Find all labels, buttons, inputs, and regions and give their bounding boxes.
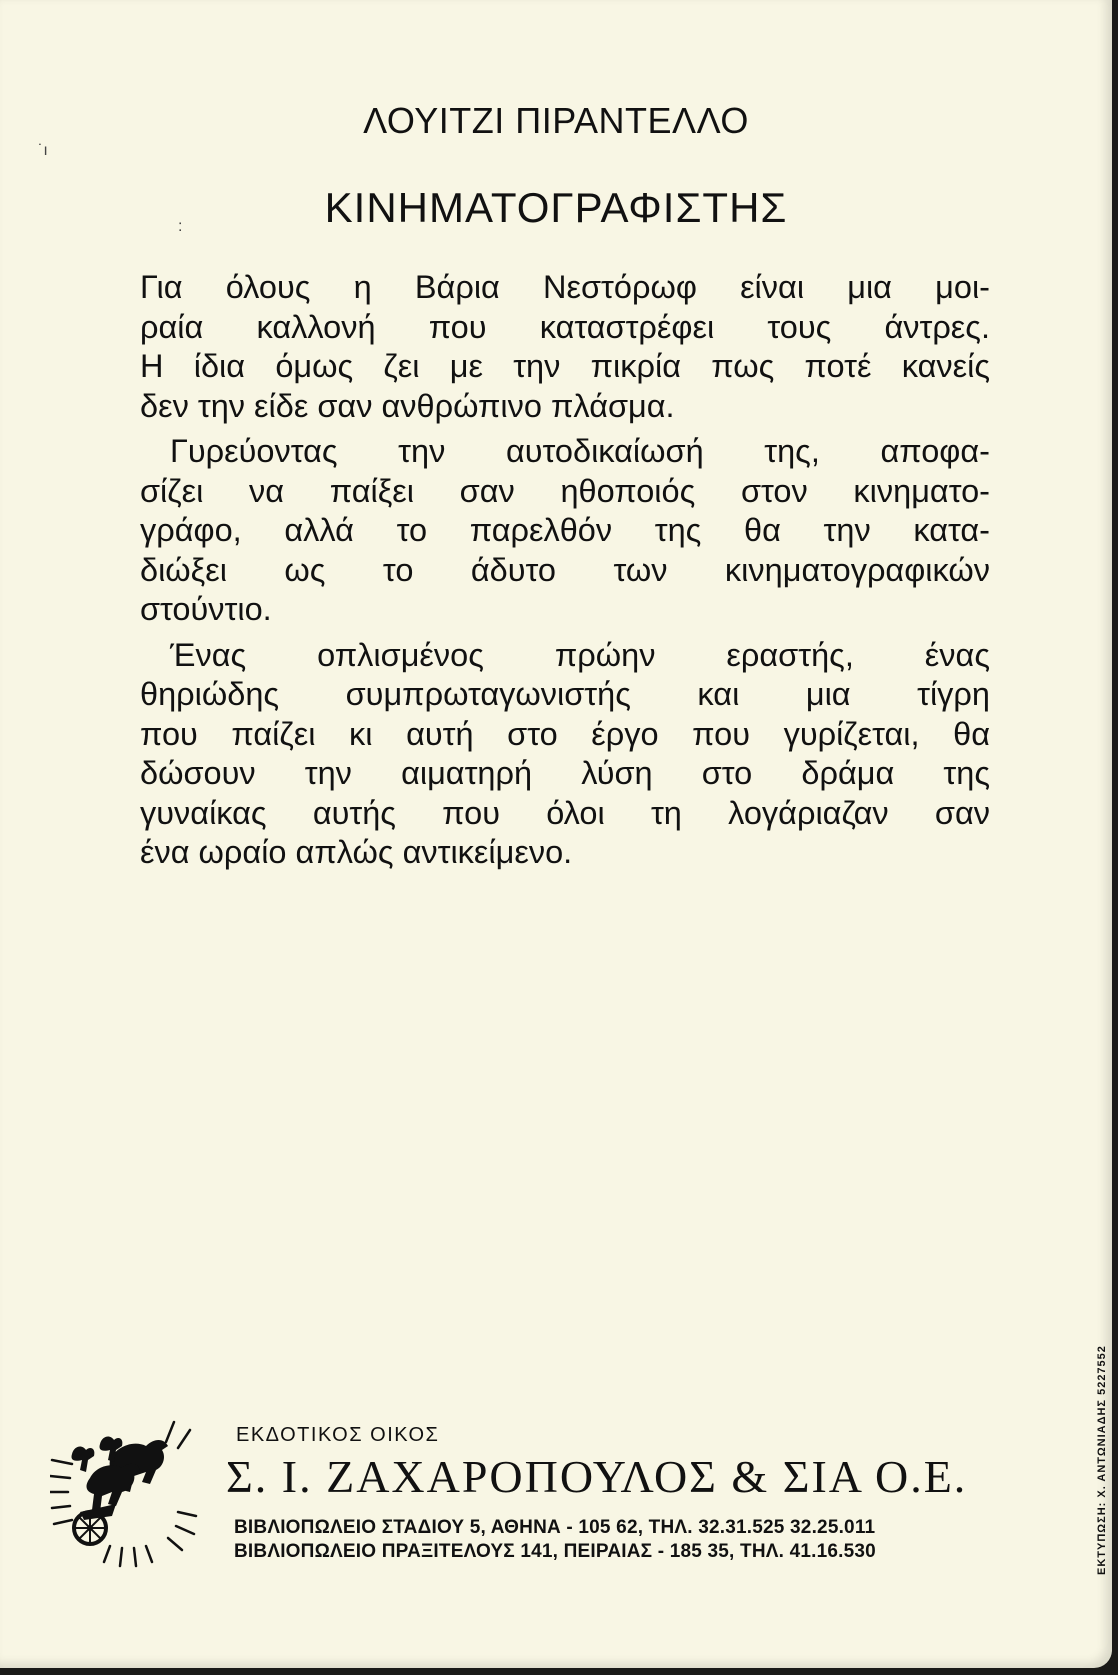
blurb-line: σίζει να παίξει σαν ηθοποιός στον κινηματο- [140,472,990,509]
author-name: ΛΟΥΙΤΖΙ ΠΙΡΑΝΤΕΛΛΟ [363,100,749,141]
blurb-line: ένα ωραίο απλώς αντικείμενο. [140,834,573,870]
publisher-label: ΕΚΔΟΤΙΚΟΣ ΟΙΚΟΣ [236,1424,440,1446]
blurb-line: δεν την είδε σαν ανθρώπινο πλάσμα. [140,387,675,424]
blurb [140,268,990,879]
blurb-line: Γυρεύοντας την αυτοδικαίωσή της, αποφα- [170,433,990,469]
publisher-name: Σ. Ι. ΖΑΧΑΡΟΠΟΥΛΟΣ & ΣΙΑ Ο.Ε. [226,1451,968,1502]
blurb-line: Η ίδια όμως ζει με την πικρία πως ποτέ κανείς [140,348,990,384]
blurb-line: που παίζει κι αυτή στο έργο που γυρίζεται, θα [140,715,990,752]
blurb-line: στούντιο. [140,591,272,627]
blurb-line: Ένας οπλισμένος πρώην εραστής, ένας [170,636,990,673]
blurb-line: Για όλους η Βάρια Νεστόρωφ είναι μια μοι- [140,269,990,305]
publisher-address-piraeus: ΒΙΒΛΙΟΠΩΛΕΙΟ ΠΡΑΞΙΤΕΛΟΥΣ 141, ΠΕΙΡΑΙΑΣ - 185 35, ΤΗΛ. 41.16.530 [234,1541,876,1562]
blurb-line: γυναίκας αυτής που όλοι τη λογάριαζαν σαν [140,794,990,831]
print-mark: ˙ı [38,142,48,159]
blurb-line: ραία καλλονή που καταστρέφει τους άντρες. [140,308,990,345]
blurb-line: θηριώδης συμπρωταγωνιστής και μια τίγρη [140,676,990,712]
book-title: ΚΙΝΗΜΑΤΟΓΡΑΦΙΣΤΗΣ [324,184,788,231]
blurb-paragraph-1 [140,268,990,426]
blurb-paragraph-3 [140,636,990,873]
blurb-line: διώξει ως το άδυτο των κινηματογραφικών [140,551,990,588]
chariot-logo-icon [50,1420,200,1570]
blurb-paragraph-2 [140,432,990,630]
blurb-line: δώσουν την αιματηρή λύση στο δράμα της [140,755,990,791]
print-mark: : [178,218,183,235]
publisher-address-athens: ΒΙΒΛΙΟΠΩΛΕΙΟ ΣΤΑΔΙΟΥ 5, ΑΘΗΝΑ - 105 62, ΤΗΛ. 32.31.525 32.25.011 [234,1517,876,1538]
blurb-line: γράφο, αλλά το παρελθόν της θα την κατα- [140,512,990,548]
printer-credit: ΕΚΤΥΠΩΣΗ: Χ. ΑΝΤΩΝΙΑΔΗΣ 5227552 [1096,1345,1108,1575]
